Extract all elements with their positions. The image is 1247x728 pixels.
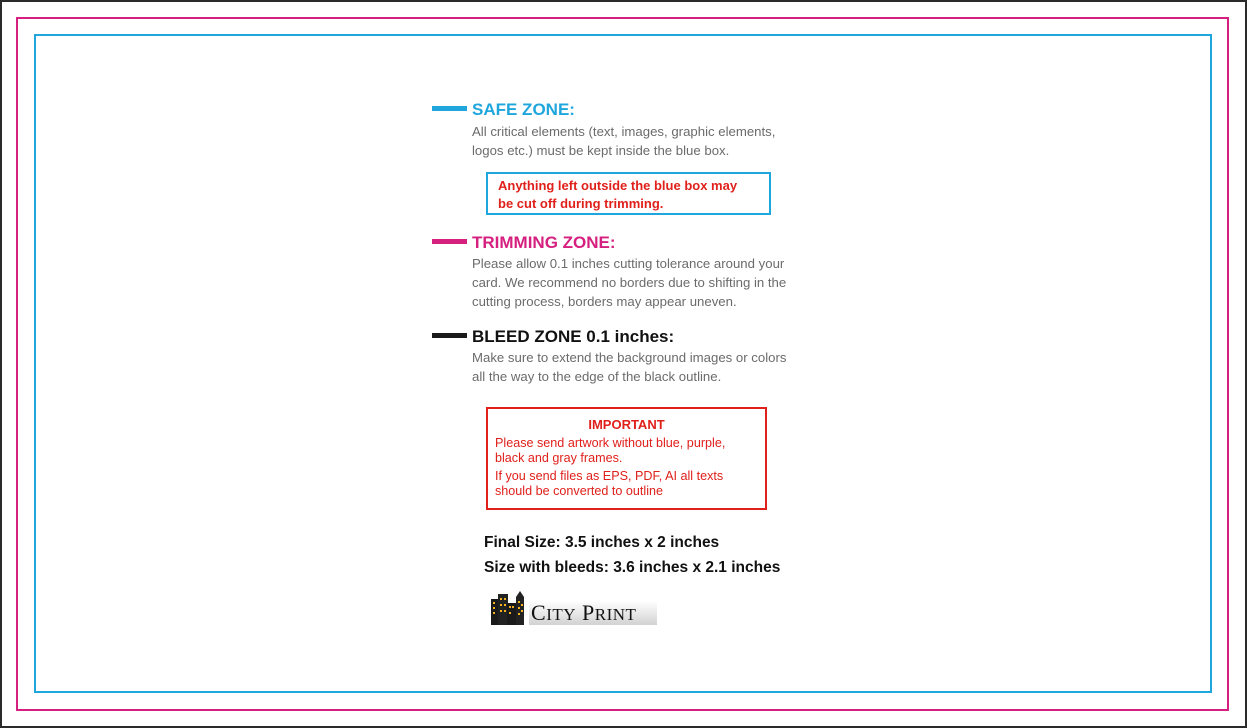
city-print-logo	[491, 591, 657, 625]
safe-zone-description	[472, 122, 775, 160]
important-notice-box	[486, 407, 767, 510]
important-line: should be converted to outline	[495, 484, 664, 498]
trimming-zone-line: Please allow 0.1 inches cutting tolerance around your	[472, 256, 785, 271]
bleed-zone-description	[472, 348, 786, 386]
bleed-zone-line: Make sure to extend the background images or colors	[472, 350, 787, 365]
safe-zone-line: logos etc.) must be kept inside the blue box.	[472, 143, 730, 158]
size-with-bleeds: Size with bleeds: 3.6 inches x 2.1 inches	[484, 559, 781, 576]
important-line: If you send files as EPS, PDF, AI all texts	[495, 469, 724, 483]
bleed-zone-title: BLEED ZONE 0.1 inches:	[472, 327, 675, 346]
important-line: black and gray frames.	[495, 451, 623, 465]
logo-wordmark: CITY PRINT	[529, 601, 657, 625]
warning-line: Anything left outside the blue box may	[498, 178, 738, 193]
bleed-zone-marker	[432, 333, 467, 338]
final-size: Final Size: 3.5 inches x 2 inches	[484, 534, 720, 551]
trimming-zone-line: card. We recommend no borders due to shifting in the	[472, 275, 787, 290]
important-line: Please send artwork without blue, purple,	[495, 436, 726, 450]
safe-zone-title: SAFE ZONE:	[472, 100, 575, 119]
safe-zone-marker	[432, 106, 467, 111]
city-skyline-icon	[491, 591, 531, 625]
trimming-zone-title: TRIMMING ZONE:	[472, 233, 616, 252]
safe-zone-line: All critical elements (text, images, graphic elements,	[472, 124, 776, 139]
trimming-zone-description	[472, 254, 786, 311]
warning-line: be cut off during trimming.	[498, 196, 664, 211]
trimming-zone-line: cutting process, borders may appear uneven.	[472, 294, 737, 309]
important-title: IMPORTANT	[588, 417, 665, 432]
trimming-warning-box	[486, 172, 771, 215]
trimming-zone-marker	[432, 239, 467, 244]
bleed-zone-line: all the way to the edge of the black outline.	[472, 369, 722, 384]
